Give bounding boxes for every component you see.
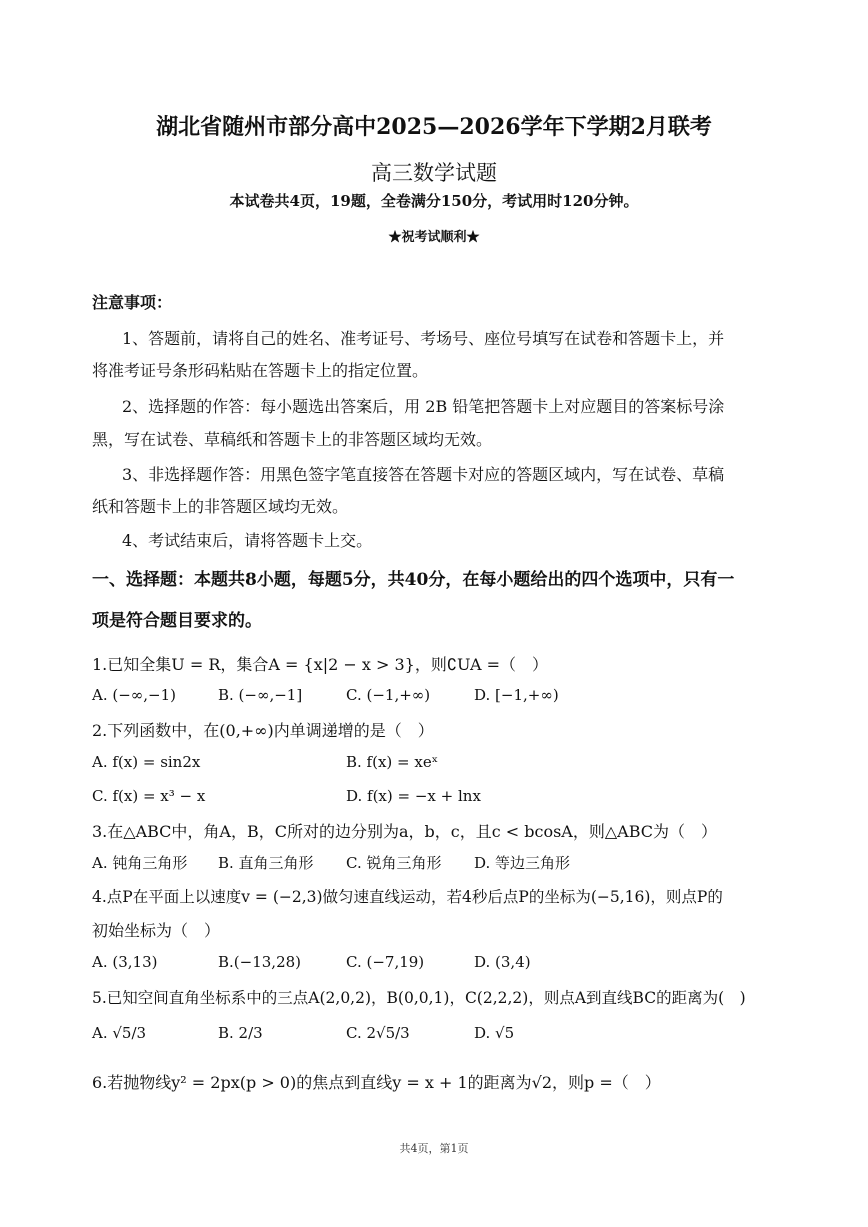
notice-item-3-line2: 纸和答题卡上的非答题区域均无效。 [92, 497, 349, 516]
notice-item-3-line1: 3、非选择题作答：用黑色签字笔直接答在答题卡对应的答题区域内，写在试卷、草稿 [122, 465, 725, 484]
question-3-stem: 3.在△ABC中，角A，B，C所对的边分别为a，b，c，且c < bcosA，则△ABC为（ ） [92, 822, 718, 841]
question-1-option-c: C. (−1,+∞) [346, 686, 431, 704]
question-4-stem-line2: 初始坐标为（ ） [92, 921, 221, 940]
question-3-option-d: D. 等边三角形 [474, 854, 571, 872]
question-5-option-d: D. √5 [474, 1024, 515, 1042]
notice-item-1-line2: 将准考证号条形码粘贴在答题卡上的指定位置。 [92, 361, 429, 380]
question-3-option-a: A. 钝角三角形 [92, 854, 188, 872]
question-5-stem: 5.已知空间直角坐标系中的三点A(2,0,2)，B(0,0,1)，C(2,2,2)，则点A到直线BC的距离为( ) [92, 989, 746, 1007]
question-5-option-c: C. 2√5/3 [346, 1024, 410, 1042]
question-3-option-c: C. 锐角三角形 [346, 854, 442, 872]
notice-item-2-line1: 2、选择题的作答：每小题选出答案后，用 2B 铅笔把答题卡上对应题目的答案标号涂 [122, 397, 725, 416]
exam-info: 本试卷共4页，19题，全卷满分150分，考试用时120分钟。 [229, 192, 639, 210]
notice-item-2-line2: 黑，写在试卷、草稿纸和答题卡上的非答题区域均无效。 [92, 430, 493, 449]
exam-wish: ★祝考试顺利★ [388, 230, 480, 245]
notice-title: 注意事项： [92, 293, 173, 312]
question-1-option-d: D. [−1,+∞) [474, 686, 559, 704]
question-4-option-d: D. (3,4) [474, 953, 531, 971]
exam-subtitle: 高三数学试题 [371, 161, 497, 185]
section1-heading-line1: 一、选择题：本题共8小题，每题5分，共40分，在每小题给出的四个选项中，只有一 [92, 570, 735, 590]
question-3-option-b: B. 直角三角形 [218, 854, 314, 872]
question-2-option-b: B. f(x) = xeˣ [346, 753, 439, 771]
question-2-option-c: C. f(x) = x³ − x [92, 787, 206, 805]
question-2-option-d: D. f(x) = −x + lnx [346, 787, 481, 805]
page-footer: 共4页，第1页 [399, 1142, 469, 1155]
question-4-option-a: A. (3,13) [92, 953, 158, 971]
question-2-option-a: A. f(x) = sin2x [92, 753, 201, 771]
question-4-stem-line1: 4.点P在平面上以速度v = (−2,3)做匀速直线运动，若4秒后点P的坐标为(−5,16)，则点P的 [92, 888, 723, 906]
exam-title: 湖北省随州市部分高中2025—2026学年下学期2月联考 [156, 114, 712, 140]
section1-heading-line2: 项是符合题目要求的。 [92, 611, 262, 631]
question-4-option-b: B.(−13,28) [218, 953, 302, 971]
notice-item-4: 4、考试结束后，请将答题卡上交。 [122, 531, 373, 550]
question-1-option-b: B. (−∞,−1] [218, 686, 303, 704]
question-5-option-b: B. 2/3 [218, 1024, 263, 1042]
notice-item-1-line1: 1、答题前，请将自己的姓名、准考证号、考场号、座位号填写在试卷和答题卡上，并 [122, 329, 725, 348]
question-1-option-a: A. (−∞,−1) [92, 686, 177, 704]
question-2-stem: 2.下列函数中，在(0,+∞)内单调递增的是（ ） [92, 721, 434, 740]
question-1-stem: 1.已知全集U = R，集合A = {x|2 − x > 3}，则∁UA =（ ） [92, 655, 549, 674]
question-5-option-a: A. √5/3 [92, 1024, 147, 1042]
question-6-stem: 6.若抛物线y² = 2px(p > 0)的焦点到直线y = x + 1的距离为√2，则p =（ ） [92, 1073, 661, 1092]
question-4-option-c: C. (−7,19) [346, 953, 425, 971]
